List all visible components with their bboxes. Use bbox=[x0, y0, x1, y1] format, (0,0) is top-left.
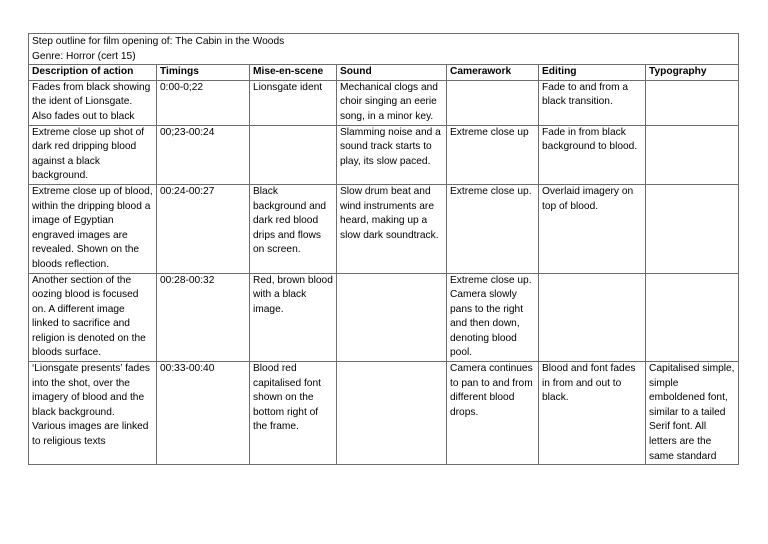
camerawork-cell: Camera continues to pan to and from different blood drops. bbox=[447, 362, 539, 465]
column-header: Mise-en-scene bbox=[250, 65, 337, 81]
camerawork-cell: Extreme close up. bbox=[447, 184, 539, 273]
table-row bbox=[29, 362, 739, 465]
column-header: Typography bbox=[646, 65, 739, 81]
editing-cell: Blood and font fades in from and out to black. bbox=[539, 362, 646, 465]
document-title: Step outline for film opening of: The Cabin in the Woods bbox=[32, 36, 285, 47]
typography-cell: Capitalised simple, simple emboldened font, similar to a tailed Serif font. All letters are the same standard bbox=[646, 362, 739, 465]
editing-cell: Fade in from black background to blood. bbox=[539, 125, 646, 184]
description-cell: Extreme close up of blood, within the dripping blood a image of Egyptian engraved images are revealed. Shown on the bloods reflection. bbox=[29, 184, 157, 273]
table-row bbox=[29, 80, 739, 125]
typography-cell bbox=[646, 125, 739, 184]
table-row bbox=[29, 184, 739, 273]
column-header: Timings bbox=[157, 65, 250, 81]
camerawork-cell: Extreme close up. Camera slowly pans to the right and then down, denoting blood pool. bbox=[447, 273, 539, 362]
sound-cell: Mechanical clogs and choir singing an eerie song, in a minor key. bbox=[337, 80, 447, 125]
mise-en-scene-cell bbox=[250, 125, 337, 184]
description-cell: ‘Lionsgate presents’ fades into the shot, over the imagery of blood and the black background. Various images are linked to religious texts bbox=[29, 362, 157, 465]
title-row bbox=[29, 34, 739, 65]
column-header: Description of action bbox=[29, 65, 157, 81]
mise-en-scene-cell: Black background and dark red blood drips and flows on screen. bbox=[250, 184, 337, 273]
timings-cell: 00;23-00:24 bbox=[157, 125, 250, 184]
camerawork-cell bbox=[447, 80, 539, 125]
table-row bbox=[29, 125, 739, 184]
timings-cell: 00:28-00:32 bbox=[157, 273, 250, 362]
timings-cell: 00:33-00:40 bbox=[157, 362, 250, 465]
editing-cell: Overlaid imagery on top of blood. bbox=[539, 184, 646, 273]
timings-cell: 0:00-0;22 bbox=[157, 80, 250, 125]
editing-cell: Fade to and from a black transition. bbox=[539, 80, 646, 125]
description-cell: Fades from black showing the ident of Lionsgate. Also fades out to black bbox=[29, 80, 157, 125]
camerawork-cell: Extreme close up bbox=[447, 125, 539, 184]
typography-cell bbox=[646, 184, 739, 273]
timings-cell: 00:24-00:27 bbox=[157, 184, 250, 273]
description-cell: Extreme close up shot of dark red dripping blood against a black background. bbox=[29, 125, 157, 184]
column-header: Editing bbox=[539, 65, 646, 81]
sound-cell bbox=[337, 273, 447, 362]
column-header-row bbox=[29, 65, 739, 81]
mise-en-scene-cell: Lionsgate ident bbox=[250, 80, 337, 125]
typography-cell bbox=[646, 80, 739, 125]
mise-en-scene-cell: Red, brown blood with a black image. bbox=[250, 273, 337, 362]
typography-cell bbox=[646, 273, 739, 362]
description-cell: Another section of the oozing blood is focused on. A different image linked to sacrifice and religion is denoted on the bloods surface. bbox=[29, 273, 157, 362]
mise-en-scene-cell: Blood red capitalised font shown on the bottom right of the frame. bbox=[250, 362, 337, 465]
column-header: Camerawork bbox=[447, 65, 539, 81]
sound-cell: Slow drum beat and wind instruments are heard, making up a slow dark soundtrack. bbox=[337, 184, 447, 273]
editing-cell bbox=[539, 273, 646, 362]
sound-cell bbox=[337, 362, 447, 465]
step-outline-table bbox=[28, 33, 739, 465]
step-outline-document bbox=[28, 33, 738, 465]
genre-line: Genre: Horror (cert 15) bbox=[32, 50, 136, 62]
column-header: Sound bbox=[337, 65, 447, 81]
sound-cell: Slamming noise and a sound track starts to play, its slow paced. bbox=[337, 125, 447, 184]
table-row bbox=[29, 273, 739, 362]
